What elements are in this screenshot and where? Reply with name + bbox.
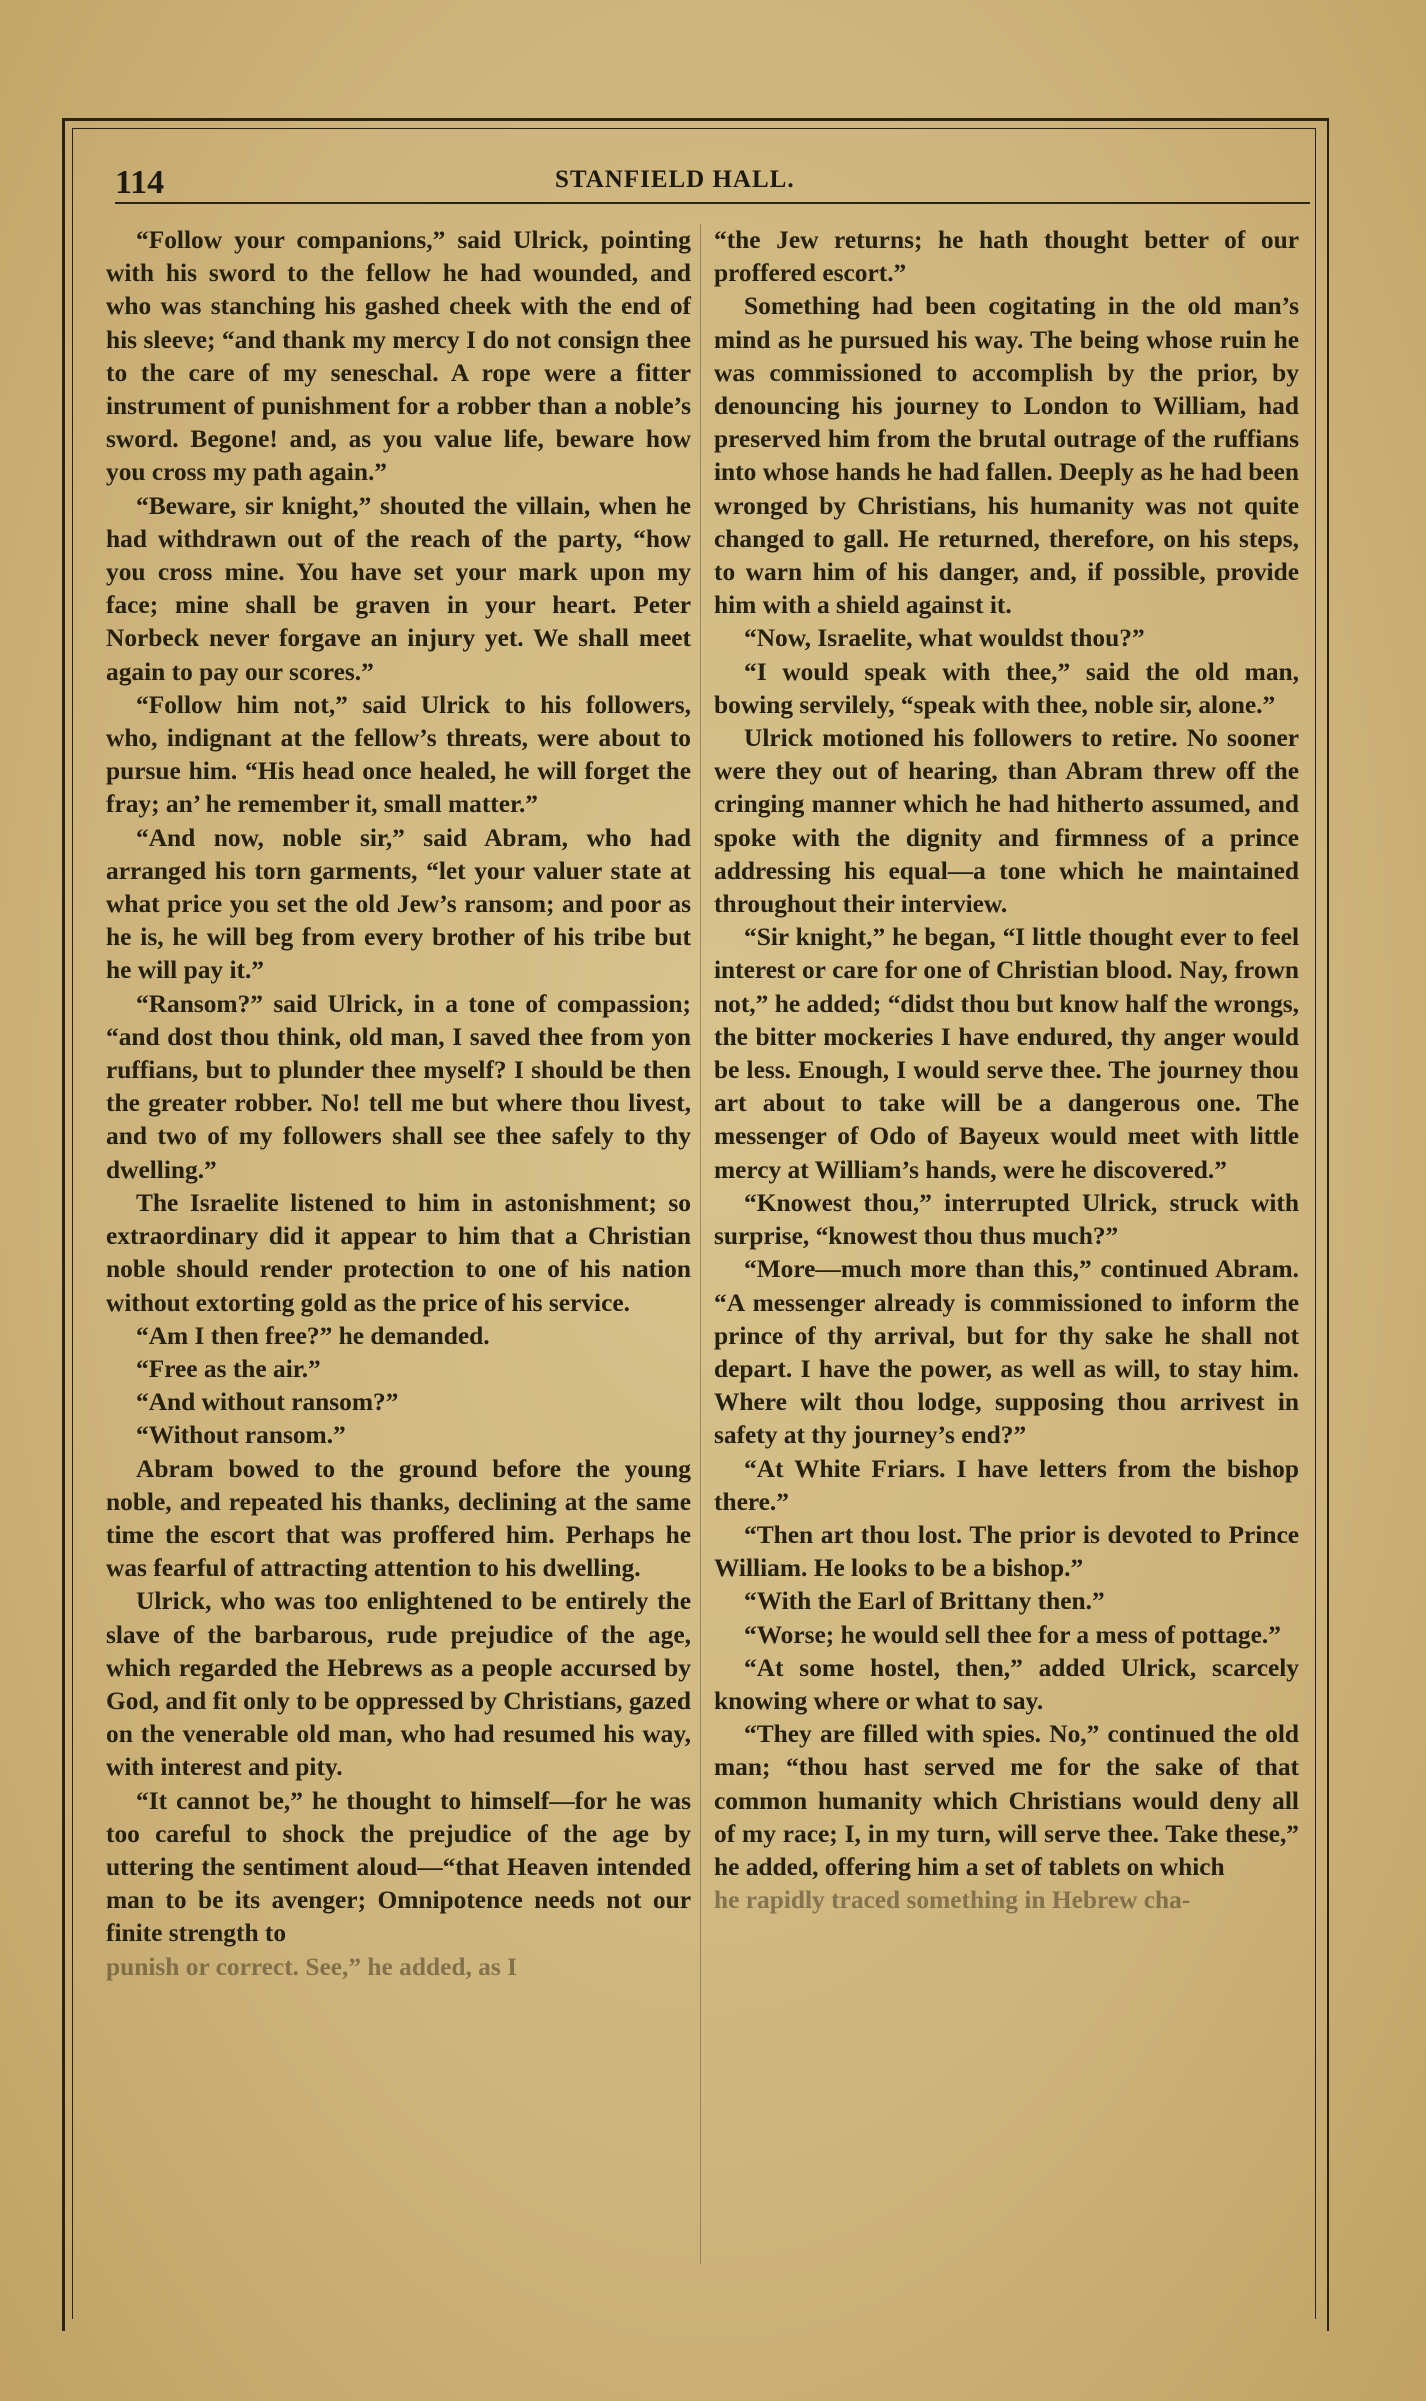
- paragraph: “It cannot be,” he thought to himself—for he was too careful to shock the prejudice of the age by uttering the sentiment aloud—“that Heaven intended man to be its avenger; Omnipotence needs not our finite strength to: [106, 1786, 691, 1948]
- paragraph: The Israelite listened to him in astonishment; so extraordinary did it appear to him that a Christian noble should render protection to one of his nation without extorting gold as the price of his service.: [106, 1188, 691, 1317]
- paragraph: “Follow your companions,” said Ulrick, pointing with his sword to the fellow he had wounded, and who was stanching his gashed cheek with the end of his sleeve; “and thank my mercy I do not consign thee to the care of my seneschal. A rope were a fitter instrument of punishment for a robber than a noble’s sword. Begone! and, as you value life, beware how you cross my path again.”: [106, 226, 691, 487]
- paragraph: “Then art thou lost. The prior is devoted to Prince William. He looks to be a bishop.”: [714, 1520, 1299, 1583]
- paragraph: “At White Friars. I have letters from the bishop there.”: [714, 1454, 1299, 1516]
- paragraph: “More—much more than this,” continued Abram. “A messenger already is commissioned to inform the prince of thy arrival, but for thy sake he shall not depart. I have the power, as well as will, to stay him. Where wilt thou lodge, supposing thou arrivest in safety at thy journey’s end?”: [714, 1255, 1299, 1450]
- paragraph: “Without ransom.”: [136, 1421, 346, 1450]
- column-divider: [700, 224, 701, 2264]
- paragraph: Abram bowed to the ground before the young noble, and repeated his thanks, declining at the same time the escort that was proffered him. Perhaps he was fearful of attracting attention to his dwelling.: [106, 1454, 691, 1583]
- header-rule: [115, 202, 1310, 204]
- paragraph: “Sir knight,” he began, “I little thought ever to feel interest or care for one of Christian blood. Nay, frown not,” he added; “didst thou but know half the wrongs, the bitter mockeries I have endured, thy anger would be less. Enough, I would serve thee. The journey thou art about to take will be a dangerous one. The messenger of Odo of Bayeux would meet with little mercy at William’s hands, were he discovered.”: [714, 923, 1299, 1184]
- page-header: [115, 158, 1310, 202]
- paragraph: “Knowest thou,” interrupted Ulrick, struck with surprise, “knowest thou thus much?”: [714, 1188, 1299, 1251]
- faded-bottom-line: he rapidly traced something in Hebrew cha-: [714, 1886, 1191, 1915]
- faded-bottom-line: punish or correct. See,” he added, as I: [106, 1952, 517, 1981]
- paragraph: “At some hostel, then,” added Ulrick, scarcely knowing where or what to say.: [714, 1653, 1299, 1715]
- paragraph: “Worse; he would sell thee for a mess of pottage.”: [744, 1620, 1281, 1649]
- paragraph: “I would speak with thee,” said the old man, bowing servilely, “speak with thee, noble sir, alone.”: [714, 657, 1299, 719]
- page-number: 114: [115, 164, 165, 201]
- right-column: [714, 224, 1299, 1917]
- paragraph: “Ransom?” said Ulrick, in a tone of compassion; “and dost thou think, old man, I saved thee from yon ruffians, but to plunder thee myself? I should be then the greater robber. No! tell me but where thou livest, and two of my followers shall see thee safely to thy dwelling.”: [106, 989, 691, 1184]
- paragraph: “They are filled with spies. No,” continued the old man; “thou hast served me for the sake of that common humanity which Christians would deny all of my race; I, in my turn, will serve thee. Take these,” he added, offering him a set of tablets on which: [714, 1720, 1299, 1881]
- paragraph: “And now, noble sir,” said Abram, who had arranged his torn garments, “let your valuer state at what price you set the old Jew’s ransom; and poor as he is, he will beg from every brother of his tribe but he will pay it.”: [106, 823, 691, 985]
- paragraph: Something had been cogitating in the old man’s mind as he pursued his way. The being whose ruin he was commissioned to accomplish by the prior, by denouncing his journey to London to William, had preserved him from the brutal outrage of the ruffians into whose hands he had fallen. Deeply as he had been wronged by Christians, his humanity was not quite changed to gall. He returned, therefore, on his steps, to warn him of his danger, and, if possible, provide him with a shield against it.: [714, 292, 1299, 620]
- paragraph: “Beware, sir knight,” shouted the villain, when he had withdrawn out of the reach of the party, “how you cross mine. You have set your mark upon my face; mine shall be graven in your heart. Peter Norbeck never forgave an injury yet. We shall meet again to pay our scores.”: [106, 491, 691, 686]
- paragraph: “Follow him not,” said Ulrick to his followers, who, indignant at the fellow’s threats, were about to pursue him. “His head once healed, he will forget the fray; an’ he remember it, small matter.”: [106, 690, 691, 819]
- paragraph: “Free as the air.”: [136, 1354, 321, 1383]
- running-title: STANFIELD HALL.: [555, 166, 795, 193]
- paragraph: “With the Earl of Brittany then.”: [744, 1587, 1105, 1616]
- paragraph: Ulrick motioned his followers to retire. No sooner were they out of hearing, than Abram threw off the cringing manner which he had hitherto assumed, and spoke with the dignity and firmness of a prince addressing his equal—a tone which he maintained throughout their interview.: [714, 724, 1299, 919]
- paragraph: “Now, Israelite, what wouldst thou?”: [744, 624, 1145, 653]
- paragraph-continued: “the Jew returns; he hath thought better of our proffered escort.”: [714, 226, 1299, 288]
- paragraph: “And without ransom?”: [136, 1388, 399, 1417]
- paragraph: Ulrick, who was too enlightened to be entirely the slave of the barbarous, rude prejudice of the age, which regarded the Hebrews as a people accursed by God, and fit only to be oppressed by Christians, gazed on the venerable old man, who had resumed his way, with interest and pity.: [106, 1587, 691, 1782]
- paragraph: “Am I then free?” he demanded.: [136, 1321, 490, 1350]
- left-column: [106, 224, 691, 1984]
